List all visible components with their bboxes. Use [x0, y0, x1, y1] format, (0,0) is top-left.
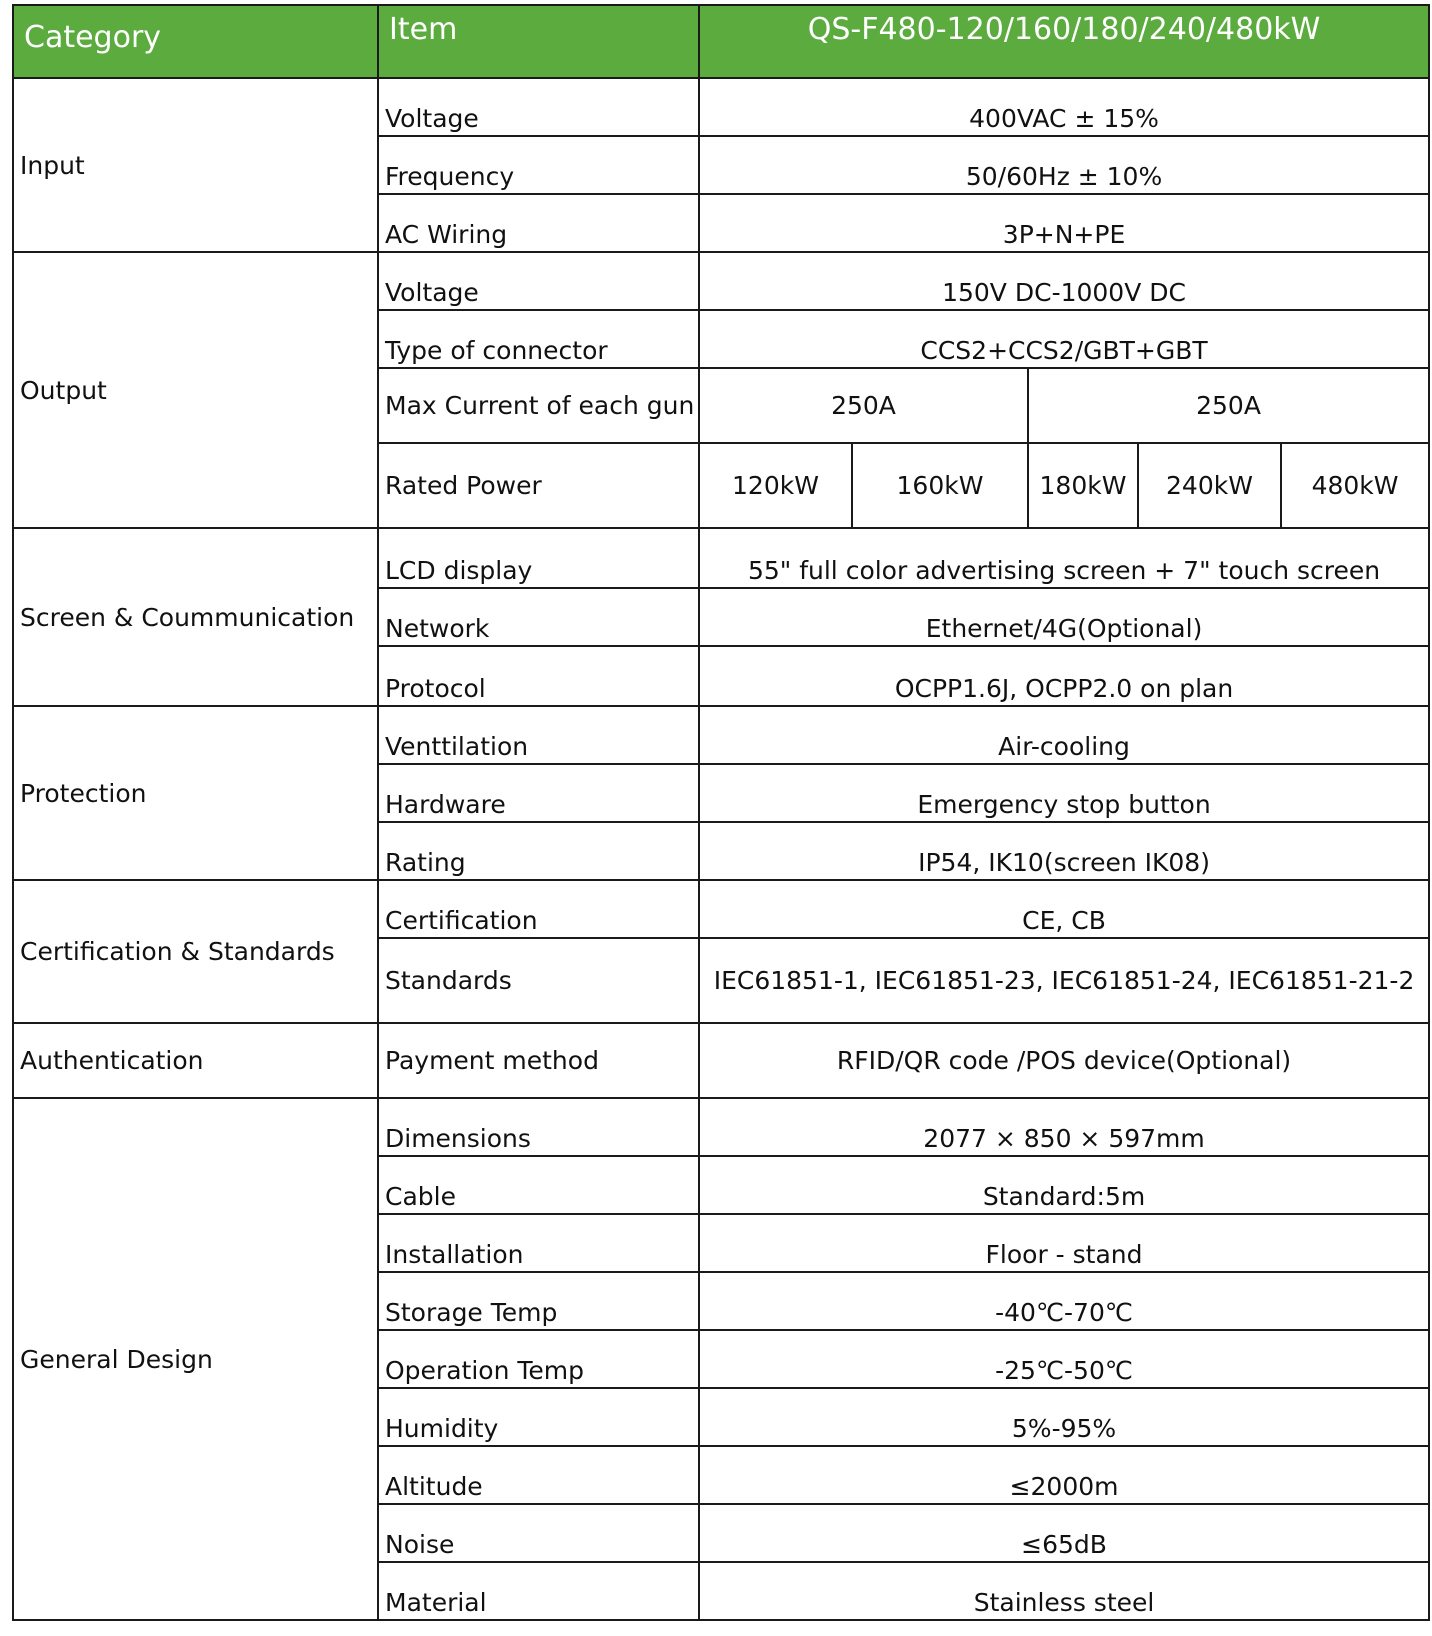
header-item: Item	[378, 5, 699, 78]
item-ac-wiring: AC Wiring	[378, 194, 699, 252]
item-frequency: Frequency	[378, 136, 699, 194]
header-row	[13, 5, 1429, 78]
item-material: Material	[378, 1562, 699, 1620]
item-protocol: Protocol	[378, 646, 699, 706]
spec-table	[12, 4, 1430, 1621]
value-ac-wiring: 3P+N+PE	[699, 194, 1429, 252]
value-ventilation: Air-cooling	[699, 706, 1429, 764]
header-category: Category	[13, 5, 378, 78]
value-max-current-2: 250A	[1028, 368, 1429, 443]
value-lcd: 55" full color advertising screen + 7" touch screen	[699, 528, 1429, 588]
value-cable: Standard:5m	[699, 1156, 1429, 1214]
item-input-voltage: Voltage	[378, 78, 699, 136]
table-row	[13, 1098, 1429, 1156]
value-max-current-1: 250A	[699, 368, 1028, 443]
item-noise: Noise	[378, 1504, 699, 1562]
value-storage-temp: -40℃-70℃	[699, 1272, 1429, 1330]
table-row	[13, 252, 1429, 310]
value-frequency: 50/60Hz ± 10%	[699, 136, 1429, 194]
item-connector: Type of connector	[378, 310, 699, 368]
item-output-voltage: Voltage	[378, 252, 699, 310]
item-standards: Standards	[378, 938, 699, 1023]
value-rated-power-4: 240kW	[1138, 443, 1281, 528]
value-operation-temp: -25℃-50℃	[699, 1330, 1429, 1388]
header-model: QS-F480-120/160/180/240/480kW	[699, 5, 1429, 78]
item-ventilation: Venttilation	[378, 706, 699, 764]
category-screen: Screen & Coummunication	[13, 528, 378, 706]
table-row	[13, 1023, 1429, 1098]
value-network: Ethernet/4G(Optional)	[699, 588, 1429, 646]
value-rated-power-3: 180kW	[1028, 443, 1138, 528]
category-general: General Design	[13, 1098, 378, 1620]
value-rated-power-5: 480kW	[1281, 443, 1429, 528]
item-max-current: Max Current of each gun	[378, 368, 699, 443]
value-payment: RFID/QR code /POS device(Optional)	[699, 1023, 1429, 1098]
category-output: Output	[13, 252, 378, 528]
value-rated-power-1: 120kW	[699, 443, 852, 528]
value-material: Stainless steel	[699, 1562, 1429, 1620]
value-rated-power-2: 160kW	[852, 443, 1028, 528]
item-altitude: Altitude	[378, 1446, 699, 1504]
item-lcd: LCD display	[378, 528, 699, 588]
table-row	[13, 880, 1429, 938]
value-noise: ≤65dB	[699, 1504, 1429, 1562]
value-input-voltage: 400VAC ± 15%	[699, 78, 1429, 136]
item-storage-temp: Storage Temp	[378, 1272, 699, 1330]
value-output-voltage: 150V DC-1000V DC	[699, 252, 1429, 310]
table-row	[13, 528, 1429, 588]
table-row	[13, 706, 1429, 764]
category-protection: Protection	[13, 706, 378, 880]
category-authentication: Authentication	[13, 1023, 378, 1098]
value-standards: IEC61851-1, IEC61851-23, IEC61851-24, IEC61851-21-2	[699, 938, 1429, 1023]
category-certification: Certification & Standards	[13, 880, 378, 1023]
item-payment: Payment method	[378, 1023, 699, 1098]
item-dimensions: Dimensions	[378, 1098, 699, 1156]
value-hardware: Emergency stop button	[699, 764, 1429, 822]
item-humidity: Humidity	[378, 1388, 699, 1446]
item-installation: Installation	[378, 1214, 699, 1272]
value-protocol: OCPP1.6J, OCPP2.0 on plan	[699, 646, 1429, 706]
item-rating: Rating	[378, 822, 699, 880]
value-altitude: ≤2000m	[699, 1446, 1429, 1504]
category-input: Input	[13, 78, 378, 252]
item-operation-temp: Operation Temp	[378, 1330, 699, 1388]
value-rating: IP54, IK10(screen IK08)	[699, 822, 1429, 880]
value-dimensions: 2077 × 850 × 597mm	[699, 1098, 1429, 1156]
value-certification: CE, CB	[699, 880, 1429, 938]
item-network: Network	[378, 588, 699, 646]
value-connector: CCS2+CCS2/GBT+GBT	[699, 310, 1429, 368]
table-row	[13, 78, 1429, 136]
item-hardware: Hardware	[378, 764, 699, 822]
value-humidity: 5%-95%	[699, 1388, 1429, 1446]
item-rated-power: Rated Power	[378, 443, 699, 528]
item-cable: Cable	[378, 1156, 699, 1214]
item-certification: Certification	[378, 880, 699, 938]
value-installation: Floor - stand	[699, 1214, 1429, 1272]
